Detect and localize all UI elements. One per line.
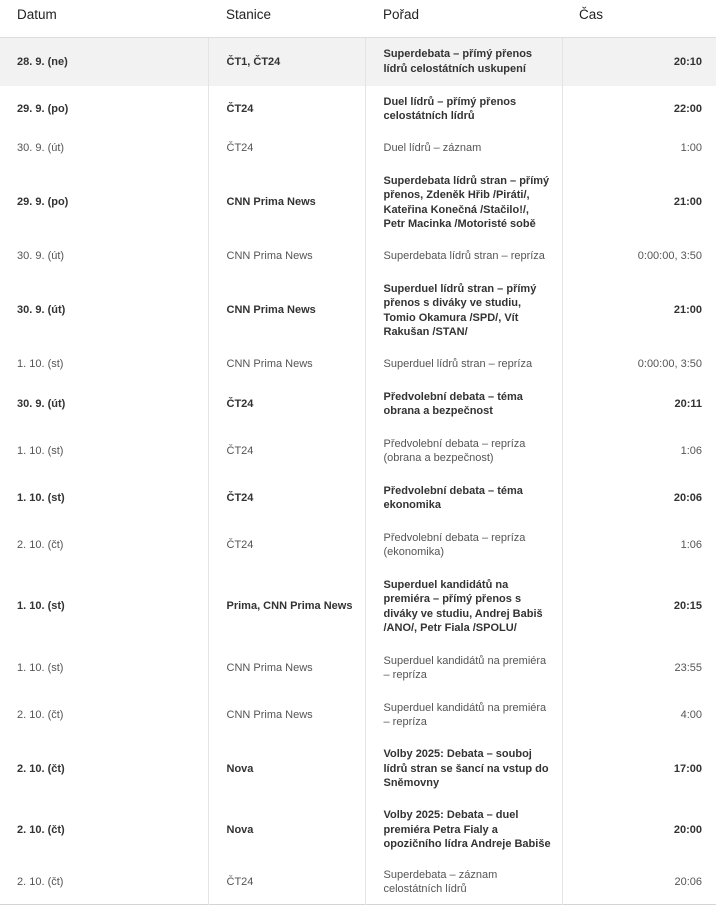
column-header-date[interactable]: Datum xyxy=(0,0,208,38)
cell-station: ČT24 xyxy=(208,381,365,428)
cell-station: ČT24 xyxy=(208,522,365,569)
cell-station: ČT24 xyxy=(208,475,365,522)
cell-station: Prima, CNN Prima News xyxy=(208,569,365,645)
cell-date: 29. 9. (po) xyxy=(17,102,69,115)
cell-time: 1:00 xyxy=(562,133,716,165)
cell-time: 23:55 xyxy=(562,645,716,692)
column-header-time[interactable]: Čas xyxy=(562,0,716,38)
cell-station: ČT24 xyxy=(208,86,365,133)
cell-show: Volby 2025: Debata – duel premiéra Petra Fialy a opozičního lídra Andreje Babiše xyxy=(365,800,562,861)
cell-date: 30. 9. (út) xyxy=(17,250,65,263)
cell-date: 2. 10. (čt) xyxy=(17,538,64,551)
cell-date: 1. 10. (st) xyxy=(17,491,65,504)
table-row xyxy=(0,475,716,522)
cell-station: CNN Prima News xyxy=(208,165,365,241)
table-row xyxy=(0,692,716,739)
cell-show: Předvolební debata – repríza (ekonomika) xyxy=(365,522,562,569)
cell-station: CNN Prima News xyxy=(208,349,365,381)
cell-show: Superdebata – záznam celostátních lídrů xyxy=(365,861,562,905)
cell-date: 1. 10. (st) xyxy=(17,661,64,674)
cell-date: 30. 9. (út) xyxy=(17,304,66,317)
cell-date: 2. 10. (čt) xyxy=(17,876,64,888)
cell-show: Předvolební debata – repríza (obrana a bezpečnost) xyxy=(365,428,562,475)
column-header-show[interactable]: Pořad xyxy=(365,0,562,38)
table-header-row xyxy=(0,0,716,38)
table-row xyxy=(0,522,716,569)
table-row xyxy=(0,273,716,349)
cell-date: 1. 10. (st) xyxy=(17,444,64,457)
cell-show: Volby 2025: Debata – souboj lídrů stran se šancí na vstup do Sněmovny xyxy=(365,739,562,800)
cell-time: 20:00 xyxy=(562,800,716,861)
cell-time: 0:00:00, 3:50 xyxy=(562,241,716,273)
table-row xyxy=(0,38,716,86)
cell-time: 17:00 xyxy=(562,739,716,800)
table-row xyxy=(0,739,716,800)
cell-date: 2. 10. (čt) xyxy=(17,823,65,836)
cell-date: 30. 9. (út) xyxy=(17,397,66,410)
cell-show: Superduel lídrů stran – repríza xyxy=(365,349,562,381)
table-row xyxy=(0,645,716,692)
cell-date: 2. 10. (čt) xyxy=(17,708,64,721)
table-row xyxy=(0,86,716,133)
cell-date: 1. 10. (st) xyxy=(17,358,64,371)
table-row xyxy=(0,133,716,165)
cell-show: Předvolební debata – téma ekonomika xyxy=(365,475,562,522)
cell-station: Nova xyxy=(208,739,365,800)
table-row xyxy=(0,861,716,905)
cell-time: 1:06 xyxy=(562,522,716,569)
cell-show: Předvolební debata – téma obrana a bezpečnost xyxy=(365,381,562,428)
cell-show: Superdebata – přímý přenos lídrů celostátních uskupení xyxy=(365,38,562,86)
cell-station: ČT1, ČT24 xyxy=(208,38,365,86)
cell-time: 20:06 xyxy=(562,861,716,905)
cell-time: 4:00 xyxy=(562,692,716,739)
cell-show: Superduel kandidátů na premiéra – přímý přenos s diváky ve studiu, Andrej Babiš /ANO/, Petr Fiala /SPOLU/ xyxy=(365,569,562,645)
cell-time: 21:00 xyxy=(562,165,716,241)
cell-date: 29. 9. (po) xyxy=(17,196,69,209)
cell-station: ČT24 xyxy=(208,133,365,165)
table-row xyxy=(0,381,716,428)
cell-station: ČT24 xyxy=(208,428,365,475)
cell-date: 2. 10. (čt) xyxy=(17,762,65,775)
cell-station: CNN Prima News xyxy=(208,645,365,692)
cell-station: ČT24 xyxy=(208,861,365,905)
cell-show: Superduel kandidátů na premiéra – repríza xyxy=(365,645,562,692)
cell-station: CNN Prima News xyxy=(208,241,365,273)
table-row xyxy=(0,428,716,475)
cell-show: Superdebata lídrů stran – přímý přenos, Zdeněk Hřib /Piráti/, Kateřina Konečná /Stačilo!/, Petr Macinka /Motoristé sobě xyxy=(365,165,562,241)
table-row xyxy=(0,241,716,273)
cell-show: Duel lídrů – přímý přenos celostátních lídrů xyxy=(365,86,562,133)
cell-time: 0:00:00, 3:50 xyxy=(562,349,716,381)
cell-station: CNN Prima News xyxy=(208,273,365,349)
cell-show: Superduel lídrů stran – přímý přenos s diváky ve studiu, Tomio Okamura /SPD/, Vít Rakušan /STAN/ xyxy=(365,273,562,349)
cell-station: CNN Prima News xyxy=(208,692,365,739)
table-row xyxy=(0,569,716,645)
table-body xyxy=(0,38,716,905)
cell-show: Superduel kandidátů na premiéra – repríza xyxy=(365,692,562,739)
cell-time: 1:06 xyxy=(562,428,716,475)
cell-date: 1. 10. (st) xyxy=(17,600,65,613)
cell-date: 30. 9. (út) xyxy=(17,142,65,155)
column-header-station[interactable]: Stanice xyxy=(208,0,365,38)
table-row xyxy=(0,165,716,241)
cell-show: Duel lídrů – záznam xyxy=(365,133,562,165)
cell-date: 28. 9. (ne) xyxy=(0,38,208,86)
table-row xyxy=(0,349,716,381)
cell-station: Nova xyxy=(208,800,365,861)
cell-time: 20:06 xyxy=(562,475,716,522)
cell-time: 22:00 xyxy=(562,86,716,133)
cell-time: 20:10 xyxy=(562,38,716,86)
cell-time: 20:11 xyxy=(562,381,716,428)
cell-show: Superdebata lídrů stran – repríza xyxy=(365,241,562,273)
table-row xyxy=(0,800,716,861)
cell-time: 20:15 xyxy=(562,569,716,645)
cell-time: 21:00 xyxy=(562,273,716,349)
